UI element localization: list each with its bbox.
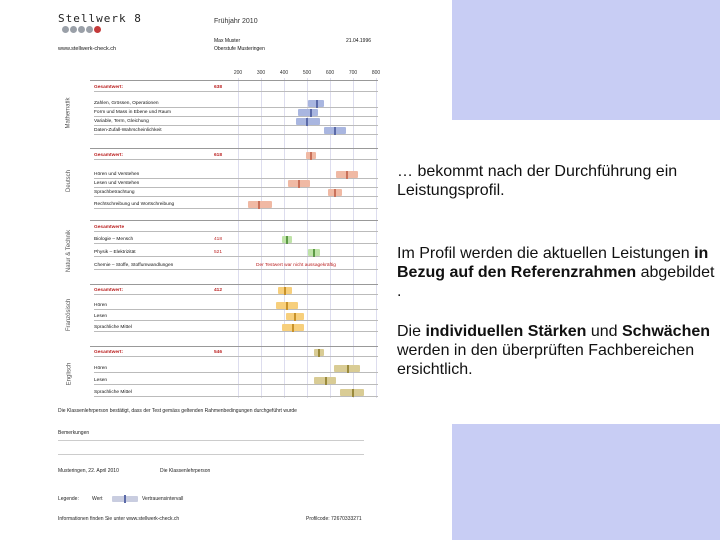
science-total-row: Gesamtwerte [94,224,378,232]
sign-place: Musteringen, 22. April 2010 [58,468,119,474]
section-label-science: Natur & Technik [66,229,72,273]
french-row: Hören [94,302,378,310]
english-total-row: Gesamtwert: 546 [94,349,378,357]
science-row: Biologie – Mensch 418 [94,236,378,244]
legend-marker-icon [124,495,126,503]
section-label-english: Englisch [66,362,72,386]
section-divider [90,220,378,221]
science-marker [313,249,315,257]
report-url: www.stellwerk-check.ch [58,46,117,52]
scale-tick-200: 200 [233,70,243,76]
english-row: Hören [94,365,378,373]
math-marker [334,127,336,135]
math-total-row: Gesamtwert: 638 [94,84,378,92]
english-row: Lesen [94,377,378,385]
german-total-row: Gesamtwert: 618 [94,152,378,160]
legend-value: Wert [92,496,103,502]
scale-tick-400: 400 [279,70,289,76]
slide-paragraph-2: Die individuellen Stärken und Schwächen werden in den überprüften Fachbereichen ersichtlich. [397,323,711,378]
stellwerk-report [50,8,390,538]
german-marker [334,189,336,197]
report-term: Frühjahr 2010 [214,18,258,25]
english-marker [347,365,349,373]
section-label-german: Deutsch [65,169,72,193]
remarks-label: Bemerkungen [58,430,90,436]
french-marker [286,302,288,310]
slide-paragraph-1: Im Profil werden die aktuellen Leistungen in Bezug auf den Referenzrahmen abgebildet . [397,245,715,300]
section-divider [90,346,378,347]
scale-tick-700: 700 [348,70,358,76]
german-marker [258,201,260,209]
math-bar [298,109,318,116]
french-marker [294,313,296,321]
math-marker [310,109,312,117]
math-row: Zahlen, Grössen, Operationen [94,100,378,108]
french-total-row: Gesamtwert: 412 [94,287,378,295]
math-marker [306,118,308,126]
science-note: Der Testwert war nicht aussagekräftig [256,263,336,268]
info-text: Informationen finden Sie unter www.stellwerk-check.ch [58,516,180,522]
decor-panel-bottom [452,424,720,540]
german-marker [298,180,300,188]
french-row: Sprachliche Mittel [94,324,378,332]
scale-tick-300: 300 [256,70,266,76]
scale-tick-500: 500 [302,70,312,76]
birth-date: 21.04.1996 [346,38,372,44]
disclaimer-text: Die Klassenlehrperson bestätigt, dass der Test gemäss geltenden Rahmenbedingungen durchgeführt wurde [58,408,297,414]
science-row: Physik – Elektrizität 521 [94,249,378,257]
student-name: Max Muster [214,38,241,44]
german-row: Lesen und Verstehen [94,180,378,188]
german-marker [346,171,348,179]
german-row: Rechtschreibung und Wortschreibung [94,201,378,209]
english-marker [352,389,354,397]
math-row: Daten-Zufall-Wahrscheinlichkeit [94,127,378,135]
scale-tick-600: 600 [325,70,335,76]
math-bar [296,118,320,125]
english-marker [325,377,327,385]
remarks-line [58,454,364,455]
german-bar [248,201,272,208]
section-label-math: Mathematik [65,97,72,129]
german-row: Sprachbetrachtung [94,189,378,197]
math-marker [316,100,318,108]
section-label-french: Französisch [66,298,72,332]
french-row: Lesen [94,313,378,321]
math-row: Variable, Term, Gleichung [94,118,378,126]
sign-role: Die Klassenlehrperson [160,468,211,474]
scale-tick-800: 800 [371,70,381,76]
school-name: Oberstufe Musteringen [214,46,265,52]
english-marker [318,349,320,357]
german-marker [310,152,312,160]
remarks-line [58,440,364,441]
science-row: Chemie – Stoffe, Stoffumwandlungen Der Testwert war nicht aussagekräftig [94,262,378,270]
profile-code: Profilcode: 72670333271 [306,516,362,522]
legend-label: Legende: [58,496,79,502]
section-divider [90,148,378,149]
math-row: Form und Mass in Ebene und Raum [94,109,378,117]
science-marker [286,236,288,244]
legend-ref: Vertrauensintervall [142,496,184,502]
section-divider [90,80,378,81]
english-row: Sprachliche Mittel [94,389,378,397]
french-marker [284,287,286,295]
logo-dots-icon [62,26,102,35]
decor-panel-top [452,0,720,120]
stellwerk-logo: Stellwerk 8 [58,12,142,25]
section-divider [90,284,378,285]
slide-headline: … bekommt nach der Durchführung ein Leistungsprofil. [397,163,678,199]
german-row: Hören und Verstehen [94,171,378,179]
french-marker [292,324,294,332]
